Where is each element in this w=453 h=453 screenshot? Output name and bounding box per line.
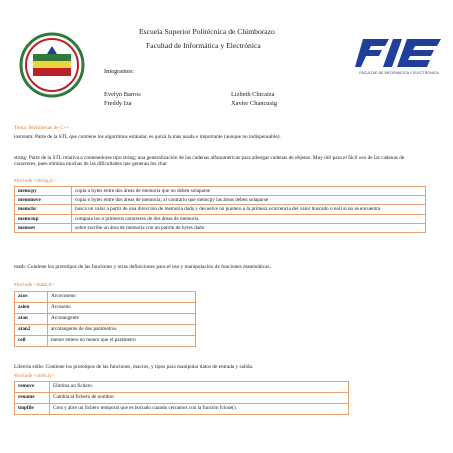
function-name: memset [15, 223, 72, 232]
table-row [15, 292, 196, 303]
function-name: memcmp [15, 214, 72, 223]
function-desc: arcotangente de dos parámetros [48, 325, 196, 336]
function-name: acos [15, 292, 48, 303]
table-row [15, 214, 426, 223]
function-desc: busca un valor a partir de una dirección de memoria dada y devuelve un puntero a la primera ocurrencia del valor buscado o null si no se encuentra [72, 205, 426, 214]
function-name: ceil [15, 336, 48, 347]
fie-logo-icon [355, 37, 443, 77]
stdio-functions-table [14, 381, 349, 415]
math-include: #include <math.h> [14, 282, 55, 288]
stdio-include: #include <stdio.h> [14, 373, 54, 379]
espoch-seal-icon [19, 32, 85, 98]
table-row [15, 223, 426, 232]
function-desc: copia n bytes entre dos áreas de memoria que no deben solaparse [72, 187, 426, 196]
author-name: Freddy Iza [104, 100, 132, 107]
string-paragraph: string: Parte de la STL relativa a contenedores tipo string; una generalización de las cadenas alfanuméricas para albergar cadenas de objetos. Muy útil para el fácil uso de las cadenas de caracteres, pues elimina muchas de las dificultades que generan los char [14, 155, 405, 168]
table-row [15, 404, 349, 415]
stdio-paragraph: Libreria stdio: Contiene los prototipos de las funciones, macros, y tipos para manipular datos de entrada y salida. [14, 364, 254, 370]
function-desc: Arcoseno [48, 303, 196, 314]
table-row [15, 325, 196, 336]
table-row [15, 303, 196, 314]
table-row [15, 187, 426, 196]
faculty-name: Facultad de Informática y Electrónica [146, 41, 261, 50]
function-desc: Arcotangente [48, 314, 196, 325]
math-functions-table [14, 291, 196, 347]
author-name: Evelyn Barros [104, 91, 141, 98]
function-name: memmove [15, 196, 72, 205]
table-row [15, 314, 196, 325]
table-row [15, 336, 196, 347]
function-desc: menor entero no menor que el parámetro [48, 336, 196, 347]
function-name: tmpfile [15, 404, 50, 415]
function-name: remove [15, 382, 50, 393]
function-desc: Cambia al fichero de nombre. [50, 393, 349, 404]
table-row [15, 205, 426, 214]
authors-label: Integrantes: [104, 68, 135, 75]
table-row [15, 393, 349, 404]
author-name: Xavier Chancusig [231, 100, 277, 107]
table-row [15, 382, 349, 393]
table-row [15, 196, 426, 205]
faculty-logo-caption: FACULTAD DE INFORMATICA Y ELECTRONICA [359, 71, 439, 75]
function-desc: sobre escribe un área de memoria con un patrón de bytes dado [72, 223, 426, 232]
school-name: Escuela Superior Politécnica de Chimborazo [139, 27, 275, 36]
function-desc: copia n bytes entre dos áreas de memoria; al contrario que memcpy las áreas deben solaparse [72, 196, 426, 205]
function-name: memchr [15, 205, 72, 214]
function-name: memcpy [15, 187, 72, 196]
string-include: #include <string.h> [14, 178, 56, 184]
function-desc: compara los n primeros caracteres de dos áreas de memoria [72, 214, 426, 223]
function-name: atan [15, 314, 48, 325]
string-functions-table [14, 186, 426, 233]
math-paragraph: math: Contiene los prototipos de las funciones y otras definiciones para el uso y manipulación de funciones matemáticas. [14, 264, 271, 270]
author-name: Lizbeth Chicaiza [231, 91, 275, 98]
iostream-paragraph: iostream: Parte de la STL que contiene los algoritmos estándar, es quizá la más usada e importante (aunque no indispensable). [14, 134, 281, 140]
function-name: atan2 [15, 325, 48, 336]
function-desc: Crea y abre un fichero temporal que es borrado cuando cerramos con la función fclose(). [50, 404, 349, 415]
function-name: asien [15, 303, 48, 314]
function-desc: Elimina un fichero. [50, 382, 349, 393]
function-name: rename [15, 393, 50, 404]
function-desc: Arcocoseno [48, 292, 196, 303]
topic-title: Tema: Bibliotecas de C++ [14, 125, 70, 131]
